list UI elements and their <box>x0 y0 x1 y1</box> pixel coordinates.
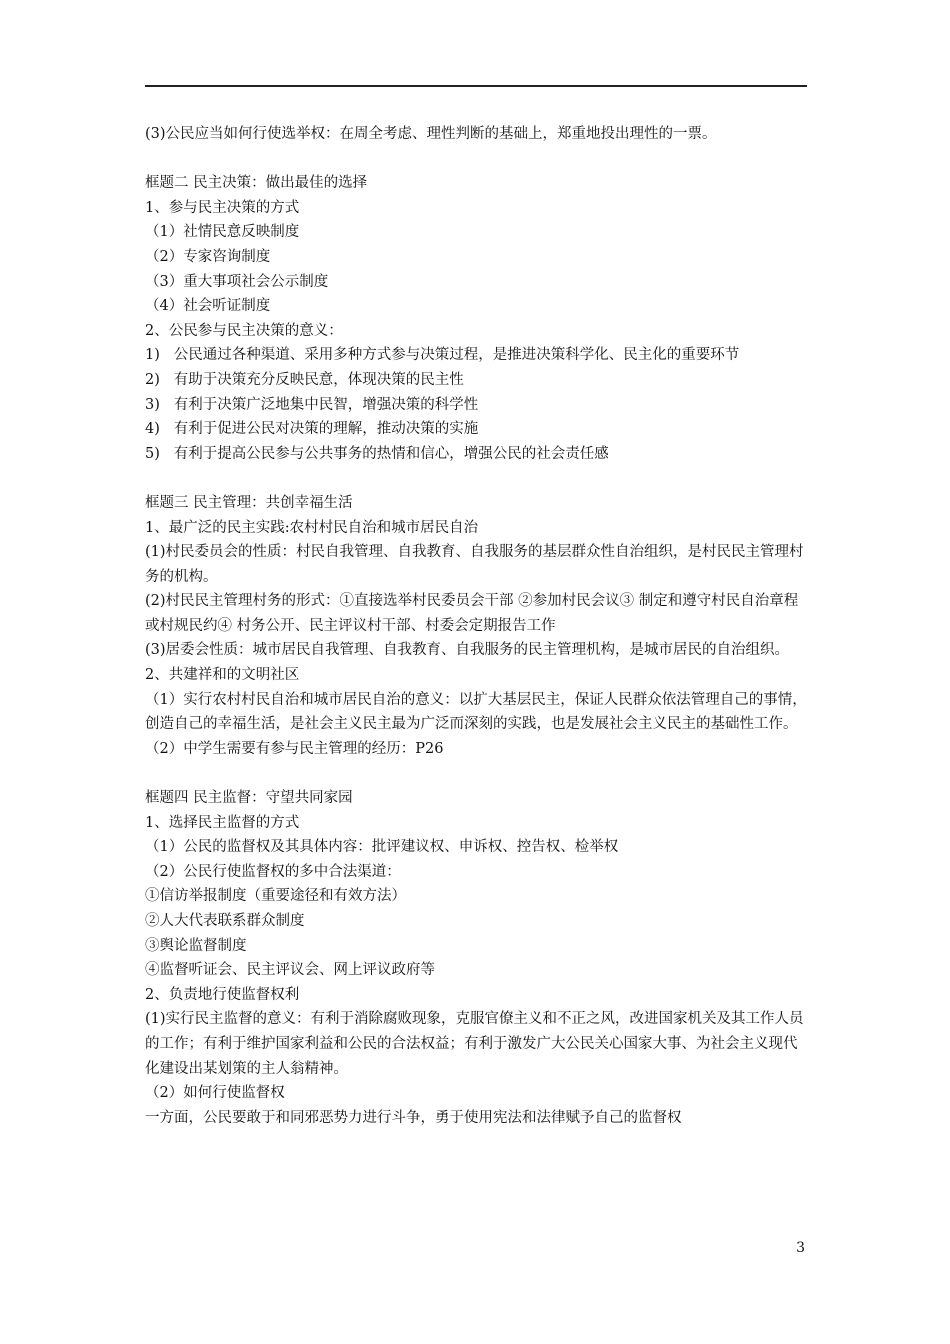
intro-line: (3)公民应当如何行使选举权：在周全考虑、理性判断的基础上，郑重地投出理性的一票。 <box>145 126 717 142</box>
text-line: （2）公民行使监督权的多中合法渠道： <box>145 863 401 880</box>
spacer <box>145 466 807 491</box>
text-line: ③舆论监督制度 <box>145 937 247 954</box>
text-line: 一方面，公民要敢于和同邪恶势力进行斗争，勇于使用宪法和法律赋予自己的监督权 <box>145 1109 682 1126</box>
spacer <box>145 761 807 786</box>
text-line: 2) 有助于决策充分反映民意，体现决策的民主性 <box>145 371 464 388</box>
section-title: 框题二 民主决策：做出最佳的选择 <box>145 175 368 192</box>
text-line: （1）实行农村村民自治和城市居民自治的意义：以扩大基层民主，保证人民群众依法管理自己的事情，创造自己的幸福生活，是社会主义民主最为广泛而深刻的实践，也是发展社会主义民主的基础性工作。 <box>145 691 807 733</box>
text-line: （3）重大事项社会公示制度 <box>145 273 329 290</box>
text-line: 1) 公民通过各种渠道、采用多种方式参与决策过程，是推进决策科学化、民主化的重要环节 <box>145 347 740 364</box>
text-line: 2、公民参与民主决策的意义： <box>145 322 343 339</box>
text-line: （2）中学生需要有参与民主管理的经历：P26 <box>145 740 444 757</box>
text-line: 2、负责地行使监督权利 <box>145 986 300 1003</box>
text-line: 1、参与民主决策的方式 <box>145 199 300 216</box>
text-line: (1)实行民主监督的意义：有利于消除腐败现象，克服官僚主义和不正之风，改进国家机关及其工作人员的工作；有利于维护国家利益和公民的合法权益；有利于激发广大公民关心国家大事、为社会主义现代化建设出某划策的主人翁精神。 <box>145 1011 804 1077</box>
spacer <box>145 147 807 172</box>
header-rule <box>145 85 807 87</box>
section-title: 框题三 民主管理：共创幸福生活 <box>145 494 353 511</box>
section-2-lines <box>145 196 807 467</box>
text-line: （1）社情民意反映制度 <box>145 224 300 241</box>
text-line: (1)村民委员会的性质：村民自我管理、自我教育、自我服务的基层群众性自治组织，是村民民主管理村务的机构。 <box>145 544 804 585</box>
text-line: （4）社会听证制度 <box>145 298 271 315</box>
text-line: ②人大代表联系群众制度 <box>145 913 305 929</box>
text-line: 1、最广泛的民主实践:农村村民自治和城市居民自治 <box>145 519 479 536</box>
text-line: ①信访举报制度（重要途径和有效方法） <box>145 888 406 905</box>
document-body <box>145 122 807 1130</box>
text-line: (2)村民民主管理村务的形式：①直接选举村民委员会干部 ②参加村民会议③ 制定和遵守村民自治章程或村规民约④ 村务公开、民主评议村干部、村委会定期报告工作 <box>145 593 799 634</box>
text-line: (3)居委会性质：城市居民自我管理、自我教育、自我服务的民主管理机构，是城市居民的自治组织。 <box>145 642 790 659</box>
text-line: 2、共建祥和的文明社区 <box>145 667 300 684</box>
text-line: 5) 有利于提高公民参与公共事务的热情和信心，增强公民的社会责任感 <box>145 445 609 462</box>
text-line: ④监督听证会、民主评议会、网上评议政府等 <box>145 962 435 979</box>
page-number: 3 <box>796 1240 805 1256</box>
text-line: 3) 有利于决策广泛地集中民智，增强决策的科学性 <box>145 396 479 413</box>
section-4-lines <box>145 811 807 1131</box>
text-line: （2）如何行使监督权 <box>145 1085 285 1102</box>
text-line: （1）公民的监督权及其具体内容：批评建议权、申诉权、控告权、检举权 <box>145 839 619 856</box>
section-title: 框题四 民主监督：守望共同家园 <box>145 790 353 807</box>
text-line: 1、选择民主监督的方式 <box>145 814 300 831</box>
text-line: （2）专家咨询制度 <box>145 248 271 265</box>
text-line: 4) 有利于促进公民对决策的理解，推动决策的实施 <box>145 421 479 438</box>
section-3-lines <box>145 516 807 762</box>
